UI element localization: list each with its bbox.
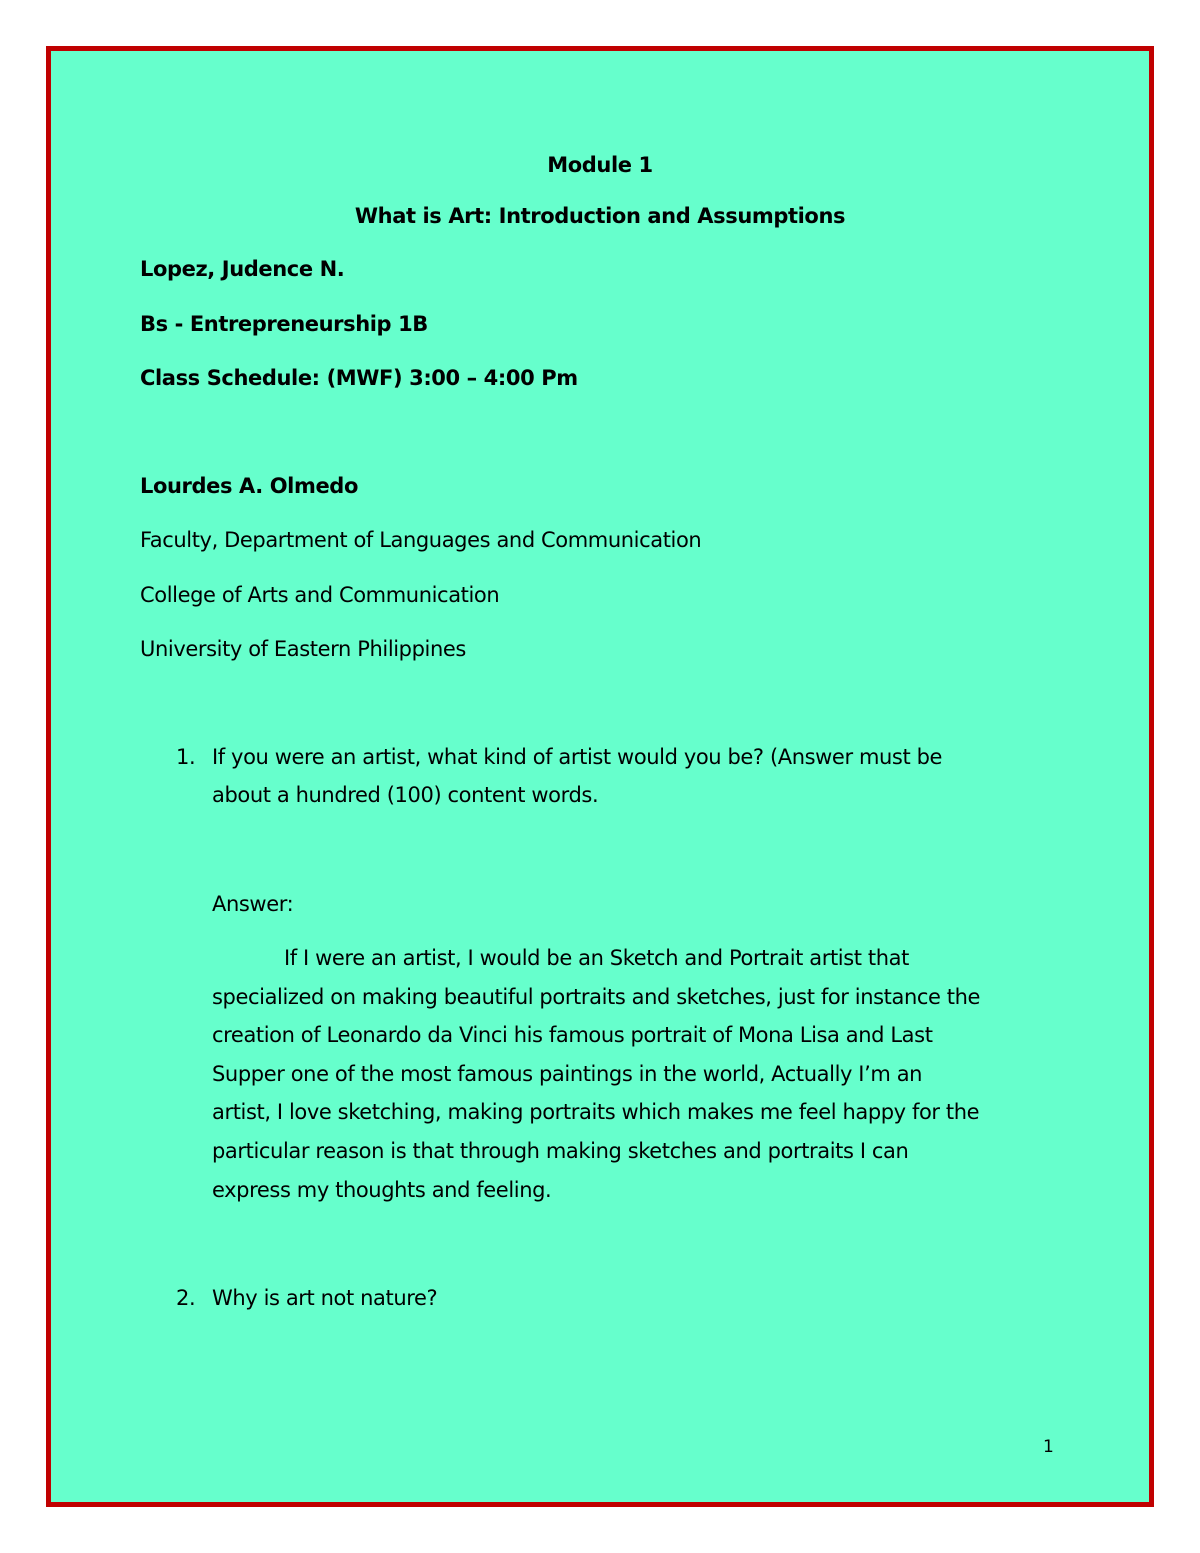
student-program: Bs - Entrepreneurship 1B xyxy=(140,312,428,336)
question-2-number: 2. xyxy=(176,1286,196,1310)
module-heading: Module 1 xyxy=(547,153,653,177)
question-1-number: 1. xyxy=(176,745,196,769)
answer-line: specialized on making beautiful portraits and sketches, just for instance the xyxy=(212,985,981,1009)
page-number: 1 xyxy=(1043,1437,1054,1457)
class-schedule: Class Schedule: (MWF) 3:00 – 4:00 Pm xyxy=(140,366,578,390)
answer-line: express my thoughts and feeling. xyxy=(212,1178,552,1202)
question-2-line-1: Why is art not nature? xyxy=(212,1286,438,1310)
question-1-line-2: about a hundred (100) content words. xyxy=(212,783,599,807)
instructor-position: Faculty, Department of Languages and Communication xyxy=(140,528,702,552)
answer-line: Supper one of the most famous paintings in the world, Actually I’m an xyxy=(212,1062,923,1086)
answer-label: Answer: xyxy=(212,892,294,916)
university-name: University of Eastern Philippines xyxy=(140,637,466,661)
question-1-line-1: If you were an artist, what kind of artist would you be? (Answer must be xyxy=(212,745,943,769)
answer-line: If I were an artist, I would be an Sketch and Portrait artist that xyxy=(284,946,909,970)
answer-line: artist, I love sketching, making portraits which makes me feel happy for the xyxy=(212,1100,980,1124)
answer-line: creation of Leonardo da Vinci his famous portrait of Mona Lisa and Last xyxy=(212,1023,933,1047)
document-page xyxy=(46,46,1154,1507)
instructor-name: Lourdes A. Olmedo xyxy=(140,474,358,498)
answer-line: particular reason is that through making sketches and portraits I can xyxy=(212,1139,909,1163)
document-title: What is Art: Introduction and Assumptions xyxy=(354,204,846,228)
student-name: Lopez, Judence N. xyxy=(140,257,345,281)
college-name: College of Arts and Communication xyxy=(140,583,500,607)
document-content xyxy=(51,51,1149,1502)
